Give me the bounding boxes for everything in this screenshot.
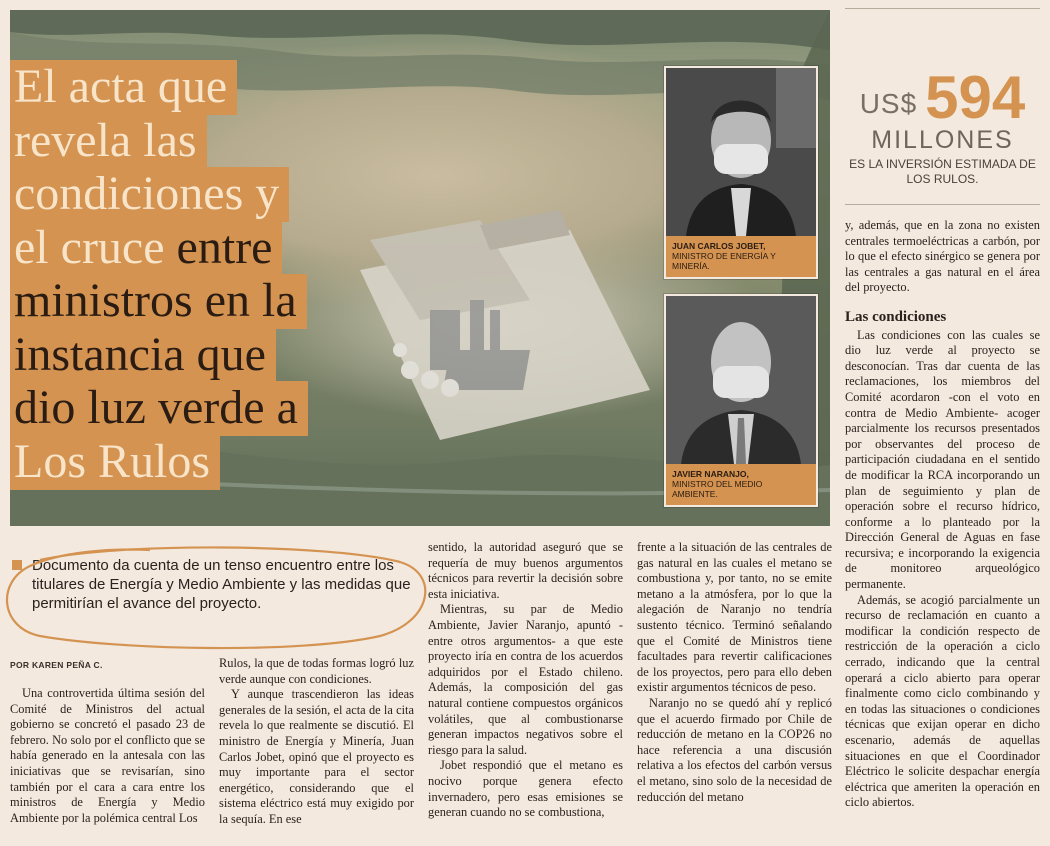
- headline-line-1: El acta que: [10, 60, 237, 115]
- paragraph: Una controvertida última sesión del Comité de Ministros del actual gobierno se concretó el pasado 23 de febrero. No solo por el conflicto que se había generado en la antesala con las iniciativas que se revisarían, sino también por el cara a cara entre los ministros de Energía y Medio Ambiente por la polémica central Los: [10, 686, 205, 825]
- headline-line-8: Los Rulos: [10, 435, 220, 490]
- column-5: [845, 218, 1040, 811]
- stat-currency: US$: [859, 88, 918, 119]
- paragraph: Las condiciones con las cuales se dio luz verde al proyecto se desconocían. Tras dar cuenta de las reclamaciones, los miembros del Comité acordaron -con el voto en contra de Medio Ambiente- acoger parcialmente los recursos presentados por observantes del proceso de participación ciudadana en el sentido de modificar la RCA incorporando un plan de seguimiento y plan de operación sobre el recurso hídrico, conforme a lo planteado por la Dirección General de Aguas en fase recursiva; e incorporando la exigencia de monitoreo arqueológico permanente.: [845, 327, 1040, 592]
- stat-box: [845, 64, 1040, 187]
- column-1: [10, 686, 205, 826]
- headline-line-7: dio luz verde a: [10, 381, 308, 436]
- headline-line-4: el cruce: [14, 220, 177, 274]
- portrait-naranjo: [666, 296, 816, 464]
- photo-naranjo: [664, 294, 818, 507]
- caption-role: MINISTRO DEL MEDIO AMBIENTE.: [672, 479, 763, 499]
- portrait-jobet: [666, 68, 816, 236]
- column-3: [428, 540, 623, 821]
- caption-name: JUAN CARLOS JOBET,: [672, 241, 766, 251]
- headline-line-6: instancia que: [10, 328, 276, 383]
- headline-line-3: condiciones y: [10, 167, 289, 222]
- stat-unit: MILLONES: [871, 126, 1014, 154]
- paragraph: Y aunque trascendieron las ideas generales de la sesión, el acta de la cita revela lo que realmente se discutió. El ministro de Energía y Minería, Juan Carlos Jobet, opinó que el proyecto es muy importante para el sector energético, considerando que el sistema eléctrico está muy exigido por la sequía. En ese: [219, 687, 414, 826]
- person-portrait-icon: [666, 296, 816, 464]
- caption-jobet: [666, 236, 816, 277]
- column-4: [637, 540, 832, 805]
- column-2: [219, 656, 414, 828]
- section-subhead: Las condiciones: [845, 308, 947, 325]
- caption-name: JAVIER NARANJO,: [672, 469, 749, 479]
- paragraph: frente a la situación de las centrales de gas natural en las cuales el metano se combustiona y, por tanto, no se emite metano a la atmósfera, por lo que la alegación de Naranjo no tendría sustento técnico. Terminó señalando que el Comité de Ministros tiene facultades para revertir calificaciones de los proyectos, pero para ello deben existir argumentos técnicos de peso.: [637, 540, 832, 695]
- top-rule: [845, 8, 1040, 9]
- caption-naranjo: [666, 464, 816, 505]
- headline-line-5: ministros en la: [10, 274, 307, 329]
- headline: [10, 60, 430, 488]
- byline: POR KAREN PEÑA C.: [10, 660, 103, 670]
- caption-role: MINISTRO DE ENERGÍA Y MINERÍA.: [672, 251, 776, 271]
- stat-rule: [845, 204, 1040, 205]
- paragraph: Jobet respondió que el metano es nocivo porque genera efecto invernadero, pero esas emisiones se generan cuando no se combustiona,: [428, 758, 623, 820]
- lead-paragraph: Documento da cuenta de un tenso encuentro entre los titulares de Energía y Medio Ambiente y las medidas que permitirían el avance del proyecto.: [32, 557, 411, 612]
- headline-line-2: revela las: [10, 114, 207, 169]
- paragraph: Naranjo no se quedó ahí y replicó que el acuerdo firmado por Chile de reducción de metano en la COP26 no hace referencia a una discusión relativa a los efectos del carbón versus el metano, sino solo de la necesidad de reducción del metano: [637, 695, 832, 804]
- paragraph: Mientras, su par de Medio Ambiente, Javier Naranjo, apuntó -entre otros argumentos- a que este proyecto iría en contra de los acuerdos adquiridos por el Estado chileno. Además, la composición del gas natural contiene compuestos orgánicos volátiles, que al combustionarse generan impactos negativos sobre el riesgo para la salud.: [428, 602, 623, 757]
- bullet-square-icon: [12, 560, 22, 570]
- photo-jobet: [664, 66, 818, 279]
- paragraph: Además, se acogió parcialmente un recurso de reclamación en cuanto a modificar la condición respecto de restricción de la operación a ciclo cerrado, indicando que la central operará a ciclo abierto para operar finalmente como ciclo combinando y en todas las situaciones o condiciones técnicas que exijan operar en dicho escenario, además de aquellas situaciones en que el Coordinador Eléctrico le solicite despachar energía eléctrica que ameriten la operación en ciclo abiertos.: [845, 592, 1040, 810]
- paragraph: sentido, la autoridad aseguró que se requería de muy buenos argumentos técnicos para revertir la decisión sobre esta iniciativa.: [428, 540, 623, 601]
- stat-number: 594: [925, 64, 1026, 131]
- paragraph: y, además, que en la zona no existen centrales termoeléctricas a carbón, por lo que el efecto sinérgico se genera por las centrales a gas natural en el área del proyecto.: [845, 218, 1040, 295]
- paragraph: Rulos, la que de todas formas logró luz verde aunque con condiciones.: [219, 656, 414, 686]
- stat-description: ES LA INVERSIÓN ESTIMADA DE LOS RULOS.: [849, 157, 1036, 186]
- person-portrait-icon: [666, 68, 816, 236]
- headline-line-4-dark: entre: [176, 220, 273, 274]
- hero-image: [10, 10, 830, 526]
